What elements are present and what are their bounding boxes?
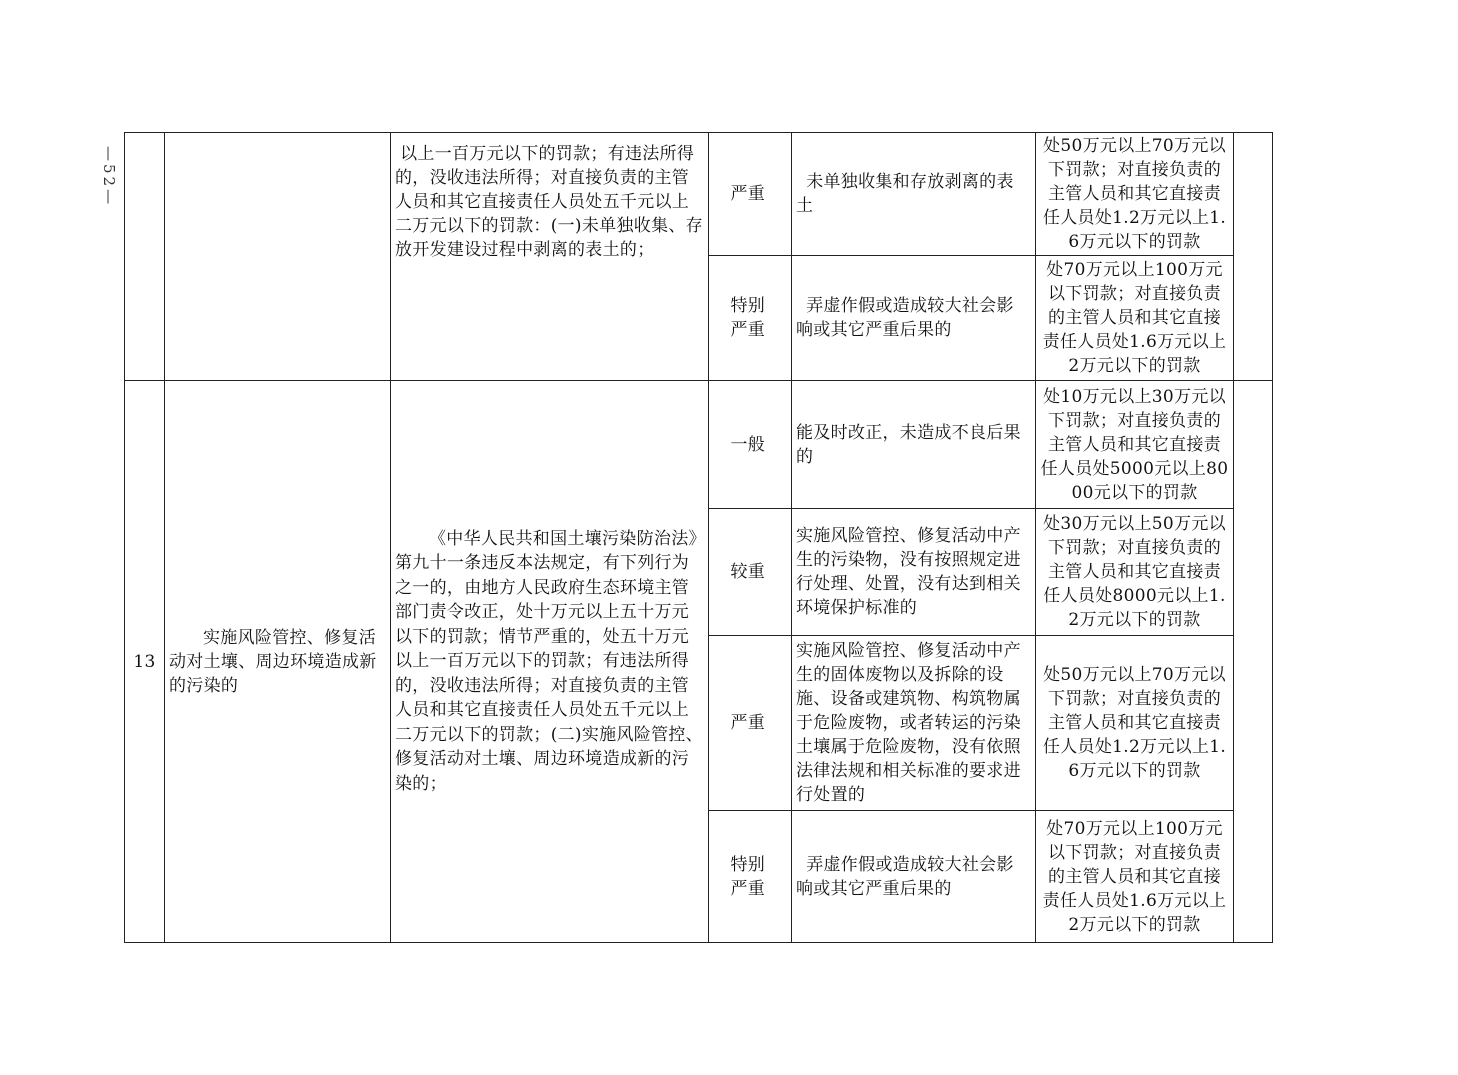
row-number-text: 13 xyxy=(133,651,156,672)
legal-basis-cell xyxy=(391,381,709,943)
row-number-cell xyxy=(125,133,165,381)
violation-cell xyxy=(165,381,391,943)
circumstance-cell xyxy=(792,133,1036,256)
circumstance-text: 实施风险管控、修复活动中产生的污染物，没有按照规定进行处理、处置，没有达到相关环境保护标准的 xyxy=(796,526,1021,618)
penalty-cell xyxy=(1036,509,1234,636)
penalty-text: 处50万元以上70万元以下罚款；对直接负责的主管人员和其它直接责任人员处1.2万元以上1.6万元以下的罚款 xyxy=(1042,665,1227,781)
penalty-text: 处50万元以上70万元以下罚款；对直接负责的主管人员和其它直接责任人员处1.2万元以上1.6万元以下的罚款 xyxy=(1042,136,1227,252)
penalty-cell xyxy=(1036,256,1234,381)
penalty-standard-table xyxy=(124,132,1273,943)
penalty-text: 处70万元以上100万元以下罚款；对直接负责的主管人员和其它直接责任人员处1.6万元以上2万元以下的罚款 xyxy=(1042,818,1227,935)
circumstance-cell xyxy=(792,636,1036,811)
violation-cell xyxy=(165,133,391,381)
severity-level-cell xyxy=(709,811,792,943)
violation-text: 实施风险管控、修复活动对土壤、周边环境造成新的污染的 xyxy=(169,627,377,696)
table-row xyxy=(125,133,1273,256)
severity-level-cell xyxy=(709,509,792,636)
penalty-cell xyxy=(1036,133,1234,256)
penalty-text: 处70万元以上100万元以下罚款；对直接负责的主管人员和其它直接责任人员处1.6万元以上2万元以下的罚款 xyxy=(1042,260,1227,376)
remark-cell xyxy=(1234,381,1273,943)
penalty-cell xyxy=(1036,811,1234,943)
severity-level-cell xyxy=(709,381,792,509)
circumstance-cell xyxy=(792,811,1036,943)
circumstance-cell xyxy=(792,381,1036,509)
severity-level-text: 严重 xyxy=(730,713,766,733)
circumstance-text: 弄虚作假或造成较大社会影响或其它严重后果的 xyxy=(796,854,1014,899)
severity-level-cell xyxy=(709,636,792,811)
penalty-cell xyxy=(1036,381,1234,509)
legal-basis-text: 《中华人民共和国土壤污染防治法》第九十一条违反本法规定，有下列行为之一的，由地方人民政府生态环境主管部门责令改正，处十万元以上五十万元以下的罚款；情节严重的，处五十万元以上一百万元以下的罚款；有违法所得的，没收违法所得；对直接负责的主管人员和其它直接责任人员处五千元以上二万元以下的罚款；(二)实施风险管控、修复活动对土壤、周边环境造成新的污染的； xyxy=(395,528,703,794)
penalty-cell xyxy=(1036,636,1234,811)
severity-level-cell xyxy=(709,133,792,256)
legal-basis-text: 以上一百万元以下的罚款；有违法所得的，没收违法所得；对直接负责的主管人员和其它直接责任人员处五千元以上二万元以下的罚款：(一)未单独收集、存放开发建设过程中剥离的表土的； xyxy=(395,144,703,260)
severity-level-text: 严重 xyxy=(730,184,766,204)
table-row xyxy=(125,381,1273,509)
page-number: —52— xyxy=(100,146,118,208)
severity-level-text: 较重 xyxy=(730,562,766,582)
row-number-cell xyxy=(125,381,165,943)
circumstance-cell xyxy=(792,509,1036,636)
severity-level-cell xyxy=(709,256,792,381)
circumstance-text: 能及时改正，未造成不良后果的 xyxy=(796,422,1021,467)
circumstance-text: 实施风险管控、修复活动中产生的固体废物以及拆除的设施、设备或建筑物、构筑物属于危险废物，或者转运的污染土壤属于危险废物，没有依照法律法规和相关标准的要求进行处置的 xyxy=(796,641,1021,805)
severity-level-text: 一般 xyxy=(730,434,766,455)
penalty-text: 处10万元以上30万元以下罚款；对直接负责的主管人员和其它直接责任人员处5000元以上8000元以下的罚款 xyxy=(1040,386,1229,503)
remark-cell xyxy=(1234,133,1273,381)
circumstance-cell xyxy=(792,256,1036,381)
penalty-text: 处30万元以上50万元以下罚款；对直接负责的主管人员和其它直接责任人员处8000元以上1.2万元以下的罚款 xyxy=(1043,514,1226,630)
severity-level-text: 特别严重 xyxy=(730,296,766,340)
circumstance-text: 未单独收集和存放剥离的表土 xyxy=(796,172,1014,216)
severity-level-text: 特别严重 xyxy=(730,854,766,899)
circumstance-text: 弄虚作假或造成较大社会影响或其它严重后果的 xyxy=(796,296,1014,340)
legal-basis-cell xyxy=(391,133,709,381)
